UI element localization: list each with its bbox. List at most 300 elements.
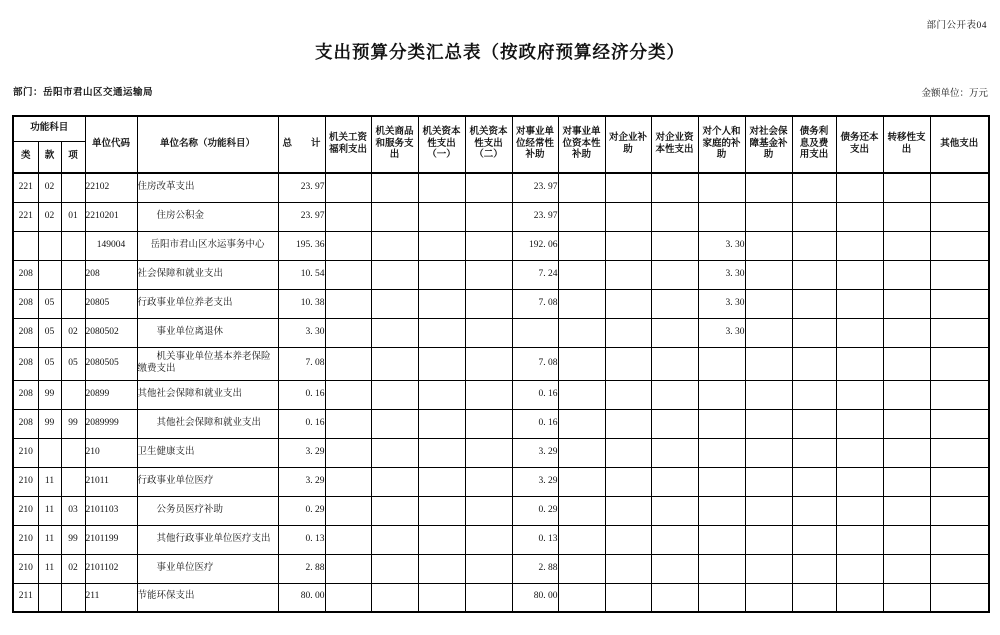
value-cell: 0. 16 (512, 409, 558, 438)
table-row (13, 583, 989, 612)
value-cell (465, 318, 512, 347)
class-cell: 221 (13, 173, 38, 202)
header-functional-subject: 功能科目 (13, 116, 85, 141)
unit-name-cell: 社会保障和就业支出 (137, 260, 278, 289)
value-cell (745, 496, 792, 525)
value-cell (651, 380, 698, 409)
value-cell (745, 554, 792, 583)
value-cell (325, 380, 371, 409)
table-row (13, 525, 989, 554)
value-cell (930, 318, 989, 347)
value-cell (418, 409, 465, 438)
value-cell (745, 438, 792, 467)
unit-code-cell: 2089999 (85, 409, 137, 438)
value-cell (792, 173, 836, 202)
value-cell (745, 467, 792, 496)
section-cell (38, 583, 61, 612)
value-cell (698, 496, 745, 525)
header-econ-col: 债务还本支出 (836, 116, 883, 173)
section-cell (38, 438, 61, 467)
header-econ-col: 机关资本性支出（一） (418, 116, 465, 173)
value-cell (883, 347, 930, 380)
section-cell: 11 (38, 554, 61, 583)
unit-name-cell: 其他行政事业单位医疗支出 (137, 525, 278, 554)
unit-code-cell: 2101103 (85, 496, 137, 525)
value-cell (836, 583, 883, 612)
total-cell: 23. 97 (278, 202, 325, 231)
value-cell (465, 173, 512, 202)
value-cell (792, 202, 836, 231)
value-cell (651, 347, 698, 380)
value-cell (418, 467, 465, 496)
value-cell (745, 318, 792, 347)
value-cell (883, 202, 930, 231)
unit-code-cell: 21011 (85, 467, 137, 496)
class-cell: 208 (13, 380, 38, 409)
value-cell (418, 438, 465, 467)
unit-name-cell: 事业单位离退休 (137, 318, 278, 347)
header-econ-col: 对事业单位经常性补助 (512, 116, 558, 173)
total-cell: 23. 97 (278, 173, 325, 202)
amount-unit-label: 金额单位：万元 (921, 89, 988, 99)
value-cell (418, 583, 465, 612)
value-cell (605, 202, 651, 231)
table-row (13, 260, 989, 289)
value-cell (605, 467, 651, 496)
value-cell (371, 318, 418, 347)
total-cell: 0. 16 (278, 380, 325, 409)
item-cell: 99 (61, 409, 85, 438)
value-cell (792, 318, 836, 347)
item-cell (61, 438, 85, 467)
total-cell: 80. 00 (278, 583, 325, 612)
value-cell (465, 380, 512, 409)
value-cell (558, 409, 605, 438)
value-cell (371, 173, 418, 202)
table-row (13, 409, 989, 438)
value-cell (558, 583, 605, 612)
value-cell (930, 202, 989, 231)
table-row (13, 173, 989, 202)
value-cell (605, 260, 651, 289)
unit-name-cell: 节能环保支出 (137, 583, 278, 612)
value-cell (651, 583, 698, 612)
table-row (13, 289, 989, 318)
total-cell: 10. 38 (278, 289, 325, 318)
unit-name-cell: 行政事业单位养老支出 (137, 289, 278, 318)
value-cell (836, 496, 883, 525)
unit-name-cell: 行政事业单位医疗 (137, 467, 278, 496)
item-cell: 05 (61, 347, 85, 380)
header-econ-col: 机关工资福利支出 (325, 116, 371, 173)
value-cell: 0. 13 (512, 525, 558, 554)
value-cell (558, 496, 605, 525)
value-cell (325, 554, 371, 583)
section-cell: 99 (38, 380, 61, 409)
value-cell (698, 554, 745, 583)
total-cell: 3. 29 (278, 438, 325, 467)
value-cell (465, 583, 512, 612)
document-number-label: 部门公开表04 (926, 21, 987, 31)
value-cell (836, 554, 883, 583)
unit-name-cell: 事业单位医疗 (137, 554, 278, 583)
value-cell (883, 409, 930, 438)
item-cell: 01 (61, 202, 85, 231)
value-cell (558, 554, 605, 583)
value-cell (418, 202, 465, 231)
value-cell (605, 231, 651, 260)
value-cell: 7. 08 (512, 347, 558, 380)
value-cell (465, 525, 512, 554)
value-cell (605, 496, 651, 525)
value-cell (698, 202, 745, 231)
unit-name-cell: 其他社会保障和就业支出 (137, 380, 278, 409)
table-row (13, 496, 989, 525)
value-cell (651, 202, 698, 231)
value-cell (698, 347, 745, 380)
section-cell: 11 (38, 496, 61, 525)
value-cell (465, 231, 512, 260)
value-cell: 2. 88 (512, 554, 558, 583)
unit-name-cell: 岳阳市君山区水运事务中心 (137, 231, 278, 260)
table-header (13, 116, 989, 173)
value-cell (371, 347, 418, 380)
value-cell: 192. 06 (512, 231, 558, 260)
item-cell (61, 231, 85, 260)
header-unit-name: 单位名称（功能科目） (137, 116, 278, 173)
value-cell (325, 202, 371, 231)
table-row (13, 318, 989, 347)
value-cell (745, 202, 792, 231)
header-kuan: 款 (38, 141, 61, 173)
value-cell: 23. 97 (512, 173, 558, 202)
value-cell: 7. 24 (512, 260, 558, 289)
header-econ-col: 对事业单位资本性补助 (558, 116, 605, 173)
value-cell (883, 525, 930, 554)
item-cell (61, 289, 85, 318)
header-econ-col: 债务利息及费用支出 (792, 116, 836, 173)
value-cell (418, 347, 465, 380)
value-cell (325, 231, 371, 260)
total-cell: 0. 16 (278, 409, 325, 438)
header-econ-col: 其他支出 (930, 116, 989, 173)
item-cell: 02 (61, 554, 85, 583)
class-cell: 211 (13, 583, 38, 612)
total-cell: 7. 08 (278, 347, 325, 380)
value-cell (836, 409, 883, 438)
value-cell (465, 438, 512, 467)
class-cell: 208 (13, 260, 38, 289)
value-cell (836, 231, 883, 260)
value-cell (651, 409, 698, 438)
table-row (13, 202, 989, 231)
class-cell: 210 (13, 467, 38, 496)
section-cell (38, 231, 61, 260)
value-cell (836, 347, 883, 380)
value-cell (792, 380, 836, 409)
value-cell (651, 496, 698, 525)
value-cell: 0. 29 (512, 496, 558, 525)
value-cell (418, 260, 465, 289)
value-cell (371, 380, 418, 409)
value-cell (371, 554, 418, 583)
item-cell: 03 (61, 496, 85, 525)
unit-code-cell: 211 (85, 583, 137, 612)
value-cell: 3. 30 (698, 231, 745, 260)
class-cell: 221 (13, 202, 38, 231)
value-cell (745, 347, 792, 380)
value-cell (883, 231, 930, 260)
value-cell (465, 202, 512, 231)
unit-name-cell: 住房改革支出 (137, 173, 278, 202)
value-cell (792, 409, 836, 438)
value-cell (558, 289, 605, 318)
value-cell (745, 173, 792, 202)
header-lei: 类 (13, 141, 38, 173)
value-cell (465, 409, 512, 438)
value-cell (558, 380, 605, 409)
item-cell: 02 (61, 318, 85, 347)
value-cell (792, 554, 836, 583)
value-cell (418, 525, 465, 554)
header-total: 总 计 (278, 116, 325, 173)
item-cell (61, 260, 85, 289)
table-row (13, 380, 989, 409)
value-cell (930, 525, 989, 554)
value-cell (605, 409, 651, 438)
value-cell (745, 380, 792, 409)
unit-code-cell: 210 (85, 438, 137, 467)
value-cell: 3. 29 (512, 467, 558, 496)
value-cell (371, 467, 418, 496)
section-cell (38, 260, 61, 289)
value-cell: 23. 97 (512, 202, 558, 231)
header-econ-col: 对企业补助 (605, 116, 651, 173)
value-cell (698, 467, 745, 496)
header-econ-col: 对个人和家庭的补助 (698, 116, 745, 173)
value-cell (792, 467, 836, 496)
value-cell (836, 467, 883, 496)
value-cell (512, 318, 558, 347)
value-cell (836, 202, 883, 231)
item-cell (61, 380, 85, 409)
page-title: 支出预算分类汇总表（按政府预算经济分类） (315, 42, 685, 62)
value-cell (792, 496, 836, 525)
unit-code-cell: 2210201 (85, 202, 137, 231)
value-cell (836, 525, 883, 554)
value-cell (605, 438, 651, 467)
value-cell (558, 260, 605, 289)
value-cell (836, 260, 883, 289)
value-cell (325, 260, 371, 289)
section-cell: 99 (38, 409, 61, 438)
unit-code-cell: 2101199 (85, 525, 137, 554)
class-cell: 208 (13, 318, 38, 347)
header-econ-col: 转移性支出 (883, 116, 930, 173)
value-cell (371, 496, 418, 525)
class-cell: 208 (13, 409, 38, 438)
value-cell (883, 289, 930, 318)
item-cell (61, 467, 85, 496)
total-cell: 2. 88 (278, 554, 325, 583)
value-cell (371, 231, 418, 260)
value-cell (325, 173, 371, 202)
value-cell (883, 318, 930, 347)
value-cell (325, 438, 371, 467)
class-cell (13, 231, 38, 260)
class-cell: 210 (13, 554, 38, 583)
section-cell: 05 (38, 347, 61, 380)
value-cell (836, 380, 883, 409)
value-cell (651, 260, 698, 289)
value-cell (883, 260, 930, 289)
value-cell (418, 173, 465, 202)
value-cell (558, 467, 605, 496)
value-cell (418, 380, 465, 409)
value-cell (698, 409, 745, 438)
value-cell (651, 525, 698, 554)
item-cell (61, 173, 85, 202)
value-cell (745, 231, 792, 260)
value-cell (325, 496, 371, 525)
value-cell (698, 380, 745, 409)
class-cell: 210 (13, 525, 38, 554)
value-cell (745, 409, 792, 438)
item-cell (61, 583, 85, 612)
value-cell (836, 289, 883, 318)
total-cell: 0. 29 (278, 496, 325, 525)
value-cell (418, 554, 465, 583)
value-cell (883, 554, 930, 583)
value-cell: 3. 30 (698, 289, 745, 318)
table-row (13, 231, 989, 260)
table-row (13, 554, 989, 583)
value-cell (651, 318, 698, 347)
value-cell (651, 554, 698, 583)
value-cell (930, 554, 989, 583)
value-cell (325, 318, 371, 347)
unit-name-cell: 卫生健康支出 (137, 438, 278, 467)
value-cell (558, 438, 605, 467)
header-xiang: 项 (61, 141, 85, 173)
department-label: 部门：岳阳市君山区交通运输局 (13, 88, 154, 98)
value-cell (745, 289, 792, 318)
value-cell: 3. 30 (698, 260, 745, 289)
section-cell: 11 (38, 467, 61, 496)
value-cell: 7. 08 (512, 289, 558, 318)
value-cell (418, 231, 465, 260)
table-row (13, 438, 989, 467)
total-cell: 195. 36 (278, 231, 325, 260)
value-cell (605, 289, 651, 318)
class-cell: 208 (13, 347, 38, 380)
value-cell (698, 173, 745, 202)
value-cell (883, 496, 930, 525)
value-cell (930, 380, 989, 409)
value-cell (465, 260, 512, 289)
value-cell (930, 231, 989, 260)
value-cell (930, 347, 989, 380)
class-cell: 210 (13, 496, 38, 525)
value-cell (371, 202, 418, 231)
header-unit-code: 单位代码 (85, 116, 137, 173)
unit-code-cell: 149004 (85, 231, 137, 260)
value-cell (651, 173, 698, 202)
value-cell (792, 260, 836, 289)
value-cell (325, 347, 371, 380)
total-cell: 3. 29 (278, 467, 325, 496)
value-cell (558, 202, 605, 231)
unit-name-cell: 住房公积金 (137, 202, 278, 231)
value-cell (930, 583, 989, 612)
value-cell (883, 583, 930, 612)
header-econ-col: 机关资本性支出（二） (465, 116, 512, 173)
value-cell (371, 438, 418, 467)
unit-code-cell: 208 (85, 260, 137, 289)
value-cell (325, 409, 371, 438)
unit-code-cell: 22102 (85, 173, 137, 202)
value-cell (465, 554, 512, 583)
value-cell (605, 318, 651, 347)
value-cell (558, 347, 605, 380)
unit-code-cell: 2101102 (85, 554, 137, 583)
table-row (13, 467, 989, 496)
value-cell (930, 438, 989, 467)
value-cell (558, 318, 605, 347)
value-cell (836, 173, 883, 202)
unit-name-cell: 其他社会保障和就业支出 (137, 409, 278, 438)
value-cell (605, 525, 651, 554)
value-cell (930, 409, 989, 438)
value-cell: 0. 16 (512, 380, 558, 409)
unit-code-cell: 2080505 (85, 347, 137, 380)
table-row (13, 347, 989, 380)
value-cell (792, 231, 836, 260)
total-cell: 10. 54 (278, 260, 325, 289)
value-cell (605, 380, 651, 409)
value-cell (698, 583, 745, 612)
value-cell (792, 289, 836, 318)
unit-name-cell: 公务员医疗补助 (137, 496, 278, 525)
value-cell (883, 173, 930, 202)
section-cell: 11 (38, 525, 61, 554)
value-cell (605, 583, 651, 612)
value-cell (930, 496, 989, 525)
section-cell: 02 (38, 173, 61, 202)
value-cell (930, 173, 989, 202)
section-cell: 02 (38, 202, 61, 231)
value-cell (465, 467, 512, 496)
value-cell: 3. 30 (698, 318, 745, 347)
value-cell (605, 554, 651, 583)
table-body (13, 173, 989, 612)
class-cell: 210 (13, 438, 38, 467)
total-cell: 3. 30 (278, 318, 325, 347)
value-cell (558, 173, 605, 202)
value-cell (558, 231, 605, 260)
value-cell (745, 260, 792, 289)
budget-table (12, 115, 990, 613)
value-cell (371, 583, 418, 612)
value-cell (418, 496, 465, 525)
value-cell (371, 289, 418, 318)
value-cell (371, 260, 418, 289)
value-cell (325, 583, 371, 612)
value-cell (792, 583, 836, 612)
section-cell: 05 (38, 318, 61, 347)
value-cell (465, 496, 512, 525)
value-cell (651, 289, 698, 318)
